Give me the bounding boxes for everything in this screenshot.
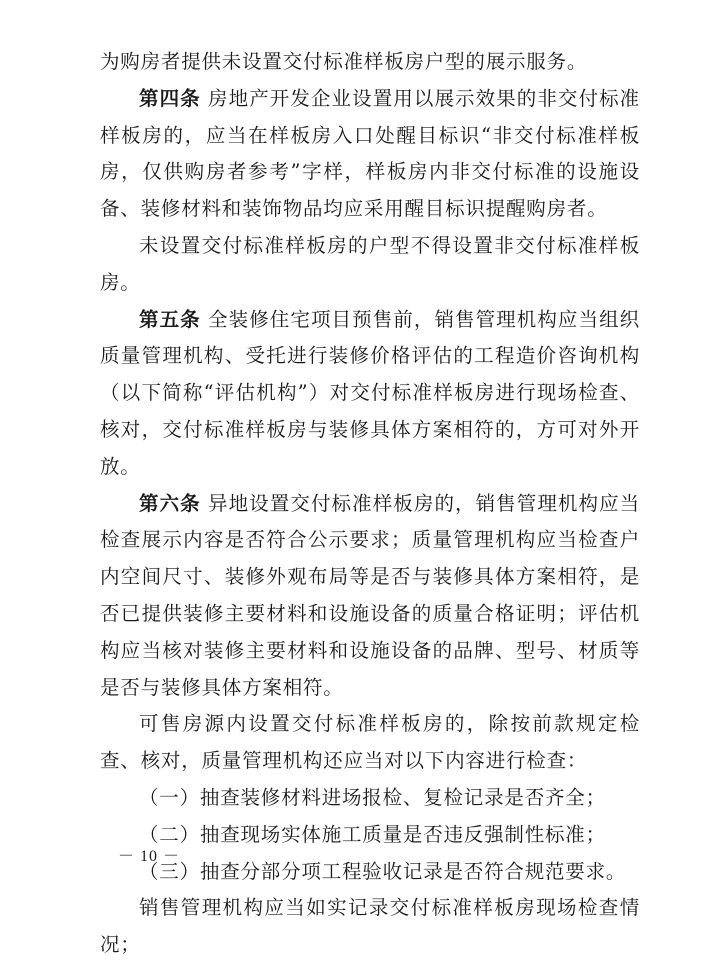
paragraph: 销售管理机构应当如实记录交付标准样板房现场检查情况； xyxy=(100,896,640,957)
paragraph-continuation: 为购房者提供未设置交付标准样板房户型的展示服务。 xyxy=(100,50,588,73)
article-5-paragraph: 第五条 全装修住宅项目预售前，销售管理机构应当组织质量管理机构、受托进行装修价格评估的工程造价咨询机构（以下简称“评估机构”）对交付标准样板房进行现场检查、核对，交付标准样板房与装修具体方案相符的，方可对外开放。 xyxy=(100,307,640,478)
document-body xyxy=(100,44,640,964)
list-item: （二）抽查现场实体施工质量是否违反强制性标准； xyxy=(139,822,606,846)
paragraph: 未设置交付标准样板房的户型不得设置非交付标准样板房。 xyxy=(100,233,640,294)
page-number: － 10 － xyxy=(118,848,181,865)
list-item: （三）抽查分部分项工程验收记录是否符合规范要求。 xyxy=(139,859,627,883)
article-6-paragraph: 第六条 异地设置交付标准样板房的，销售管理机构应当检查展示内容是否符合公示要求；质量管理机构应当检查户内空间尺寸、装修外观布局等是否与装修具体方案相符，是否已提供装修主要材料和设施设备的质量合格证明；评估机构应当核对装修主要材料和设施设备的品牌、型号、材质等是否与装修具体方案相符。 xyxy=(100,491,640,699)
article-6-label: 第六条 xyxy=(139,491,201,515)
article-4-label: 第四条 xyxy=(139,86,201,110)
paragraph: 可售房源内设置交付标准样板房的，除按前款规定检查、核对，质量管理机构还应当对以下内容进行检查： xyxy=(100,712,640,773)
article-4-paragraph: 第四条 房地产开发企业设置用以展示效果的非交付标准样板房的，应当在样板房入口处醒目标识“非交付标准样板房，仅供购房者参考”字样，样板房内非交付标准的设施设备、装修材料和装饰物品均应采用醒目标识提醒购房者。 xyxy=(100,86,640,221)
article-5-label: 第五条 xyxy=(139,307,201,331)
list-item: （一）抽查装修材料进场报检、复检记录是否齐全； xyxy=(139,785,606,809)
